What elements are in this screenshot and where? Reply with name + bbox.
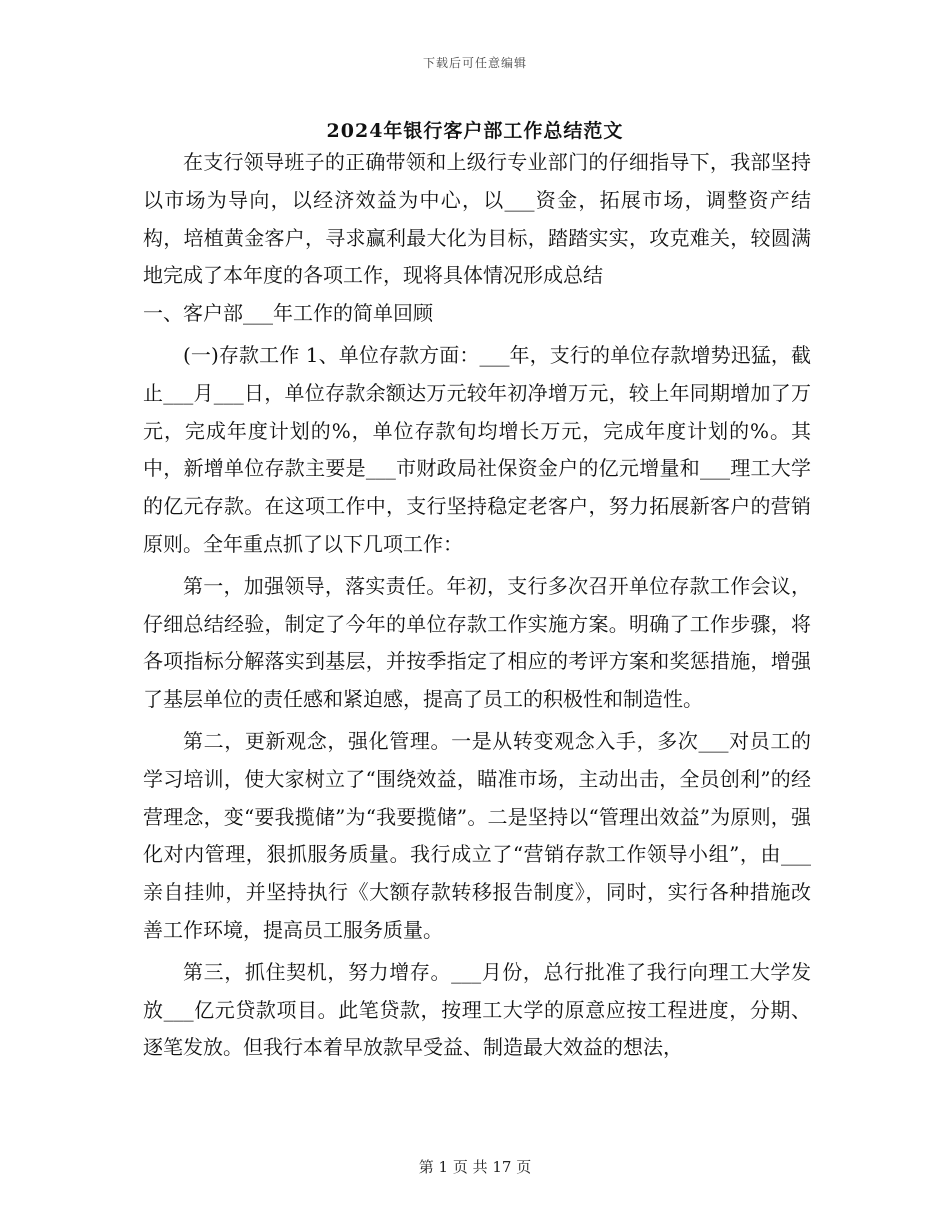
page-header-note: 下载后可任意编辑	[422, 56, 527, 70]
page-number: 第 1 页 共 17 页	[418, 1158, 532, 1176]
paragraph-deposit-work: (一)存款工作 1、单位存款方面：___年，支行的单位存款增势迅猛，截止___月___日，单位存款余额达万元较年初净增万元，较上年同期增加了万元，完成年度计划的%，单位存款旬均增长万元，完成年度计划的%。其中，新增单位存款主要是___市财政局社保资金户的亿元增量和___理工大学的亿元存款。在这项工作中，支行坚持稳定老客户，努力拓展新客户的营销原则。全年重点抓了以下几项工作：	[143, 342, 811, 556]
paragraph-first-point: 第一，加强领导，落实责任。年初，支行多次召开单位存款工作会议，仔细总结经验，制定了今年的单位存款工作实施方案。明确了工作步骤，将各项指标分解落实到基层，并按季指定了相应的考评方案和奖惩措施，增强了基层单位的责任感和紧迫感，提高了员工的积极性和制造性。	[143, 573, 811, 712]
section-heading: 一、客户部___年工作的简单回顾	[143, 301, 433, 326]
document-title: 2024年银行客户部工作总结范文	[326, 120, 624, 142]
paragraph-intro: 在支行领导班子的正确带领和上级行专业部门的仔细指导下，我部坚持以市场为导向，以经济效益为中心，以___资金，拓展市场，调整资产结构，培植黄金客户，寻求赢利最大化为目标，踏踏实实，攻克难关，较圆满地完成了本年度的各项工作，现将具体情况形成总结	[143, 150, 811, 288]
paragraph-second-point: 第二，更新观念，强化管理。一是从转变观念入手，多次___对员工的学习培训，使大家树立了“围绕效益，瞄准市场，主动出击，全员创利”的经营理念，变“要我揽储”为“我要揽储”。二是坚持以“管理出效益”为原则，强化对内管理，狠抓服务质量。我行成立了“营销存款工作领导小组”，由___亲自挂帅，并坚持执行《大额存款转移报告制度》，同时，实行各种措施改善工作环境，提高员工服务质量。	[143, 728, 811, 942]
document-body	[143, 144, 811, 1067]
paragraph-third-point: 第三，抓住契机，努力增存。___月份，总行批准了我行向理工大学发放___亿元贷款项目。此笔贷款，按理工大学的原意应按工程进度，分期、逐笔发放。但我行本着早放款早受益、制造最大效益的想法，	[143, 959, 811, 1060]
